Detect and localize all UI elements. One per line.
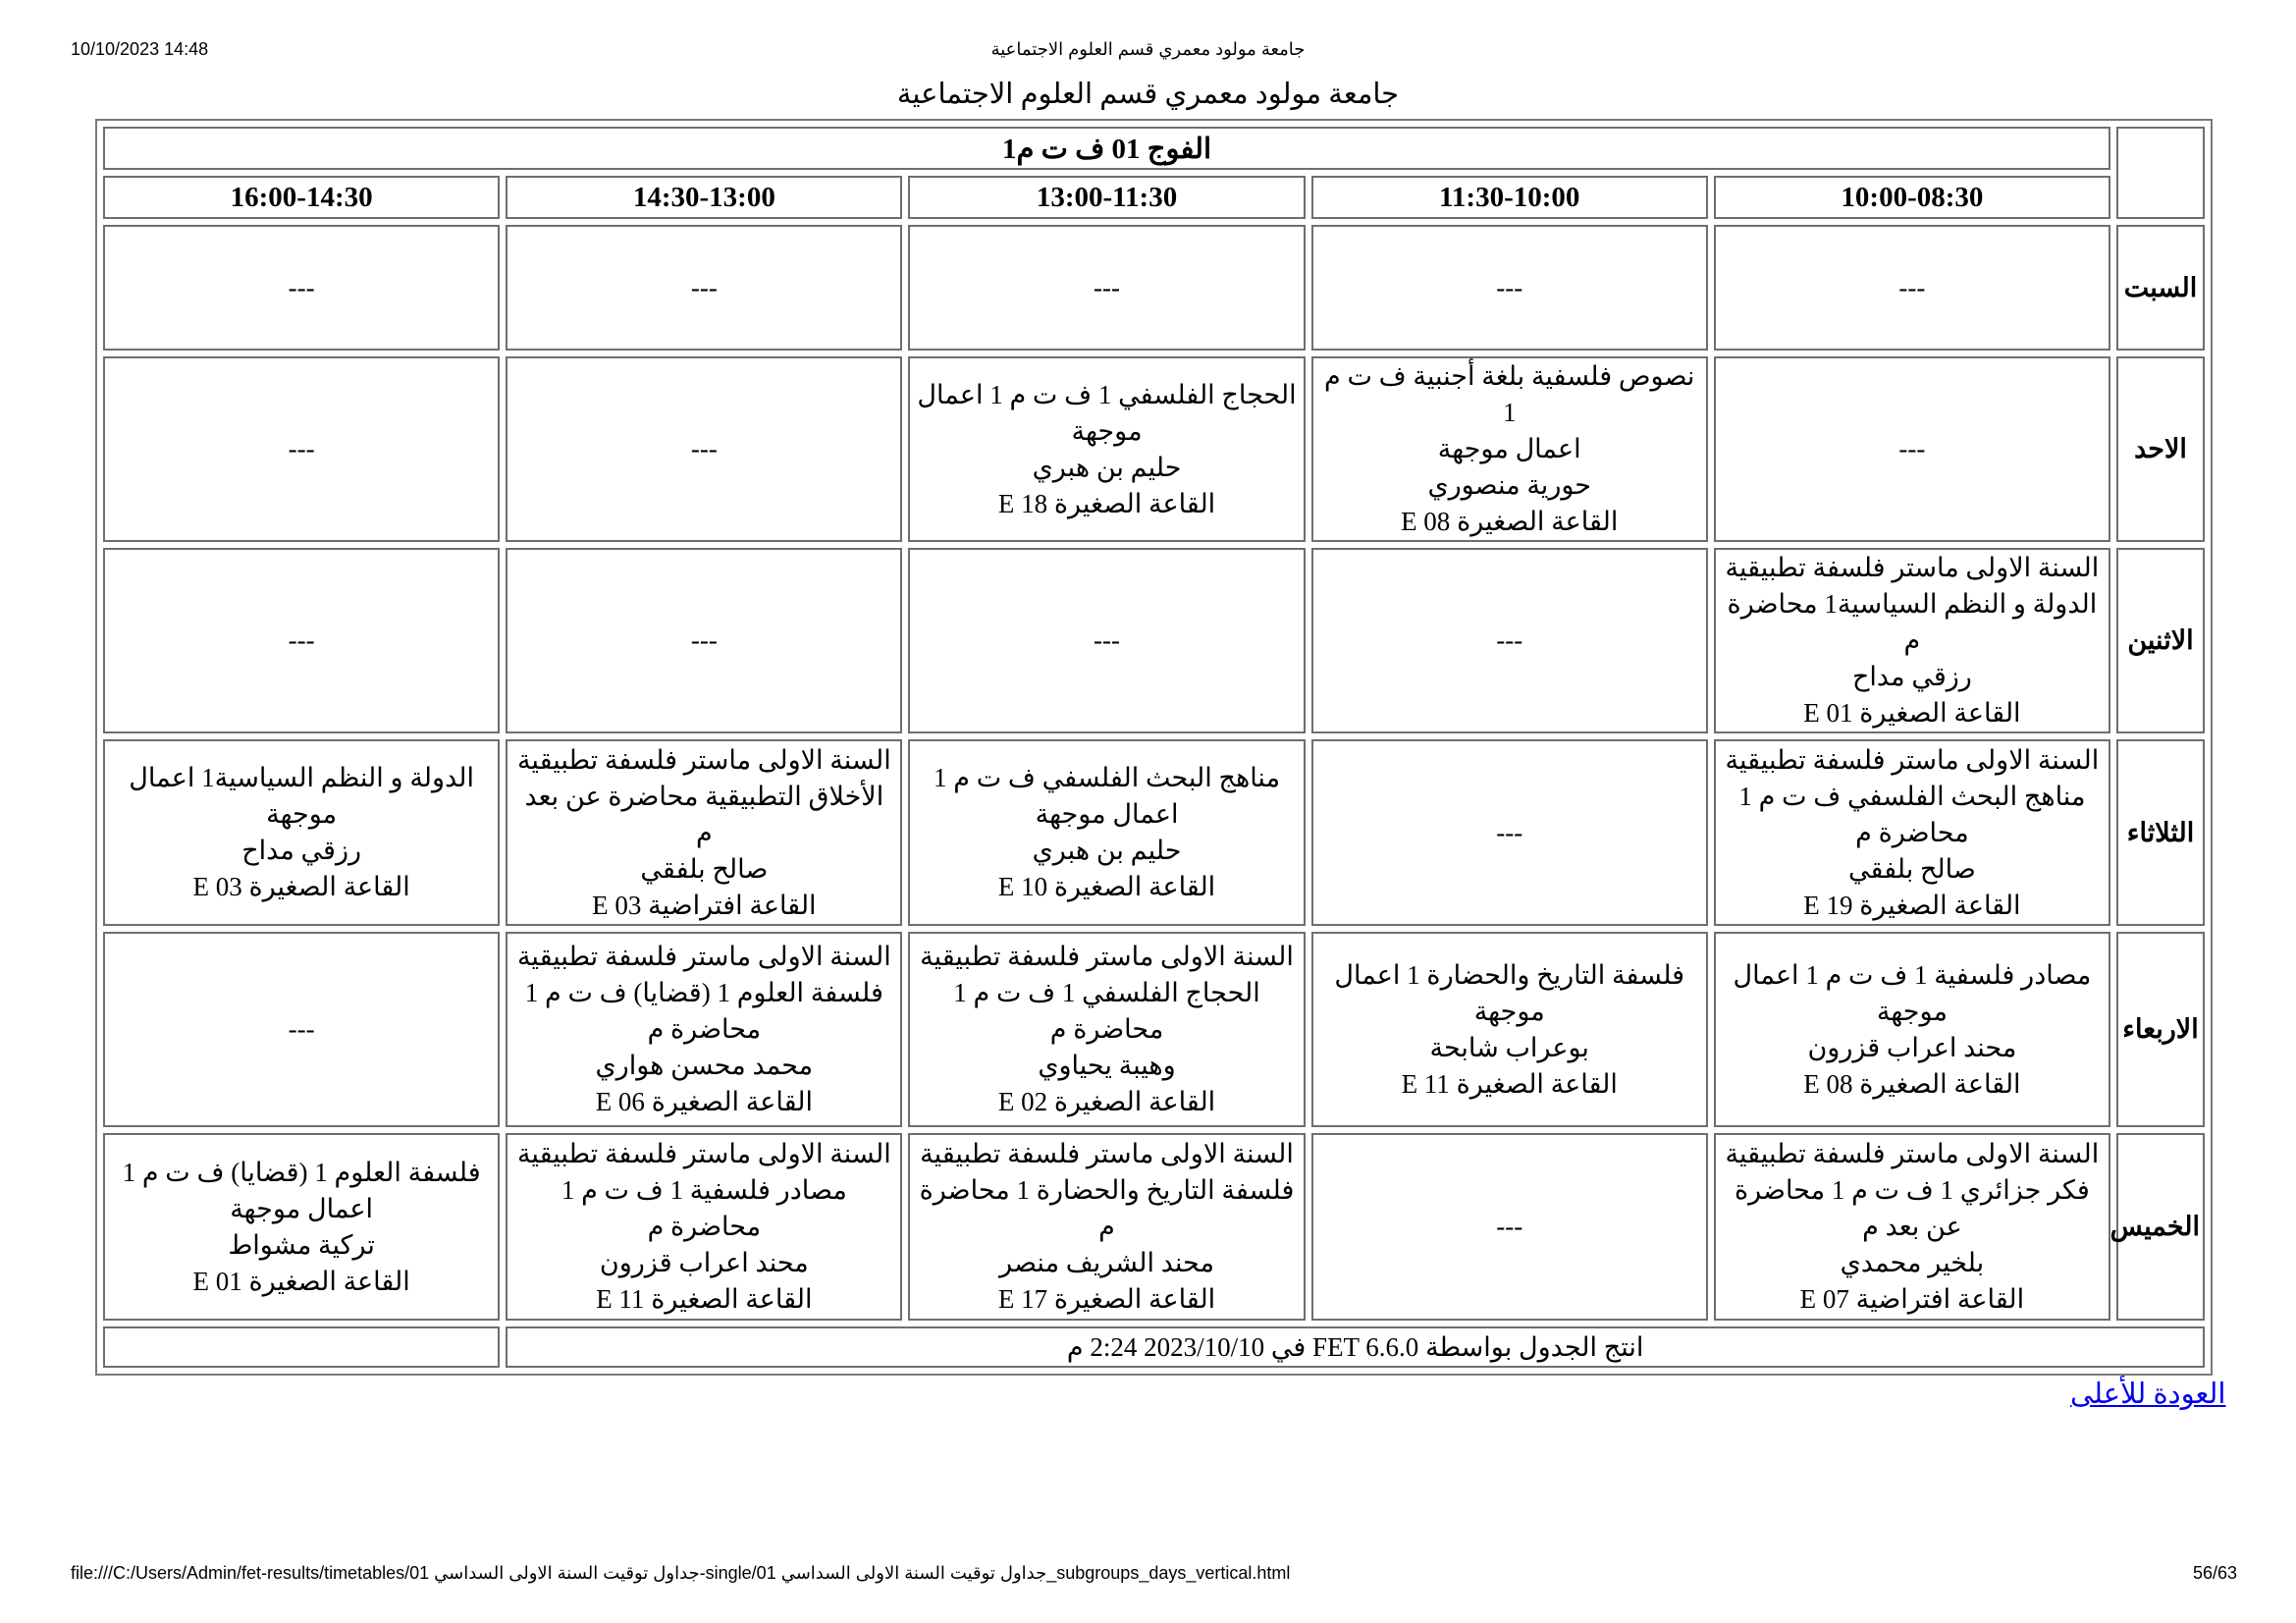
cell-text-line: محمد محسن هواري — [595, 1051, 814, 1080]
cell-text-line: السنة الاولى ماستر فلسفة تطبيقية — [1725, 744, 2100, 775]
cell-text-line: مناهج البحث الفلسفي ف ت م 1 — [1738, 781, 2086, 811]
schedule-cell — [103, 1133, 500, 1321]
schedule-cell — [506, 225, 902, 351]
cell-text-line: محند الشريف منصر — [999, 1248, 1214, 1277]
cell-text-line: فلسفة العلوم 1 (قضايا) ف ت م 1 — [524, 978, 883, 1007]
schedule-cell — [908, 1133, 1305, 1321]
time-slot-header: 10:00-08:30 — [1714, 176, 2110, 219]
cell-text-line: القاعة الصغيرة E 11 — [1401, 1068, 1618, 1099]
cell-text-line: --- — [1496, 272, 1523, 302]
schedule-cell — [103, 548, 500, 733]
cell-text-line: --- — [288, 625, 315, 655]
cell-text-line: اعمال موجهة — [1437, 434, 1581, 463]
cell-text-line: السنة الاولى ماستر فلسفة تطبيقية — [1725, 553, 2100, 582]
schedule-cell — [908, 548, 1305, 733]
cell-text-line: حورية منصوري — [1427, 470, 1591, 500]
cell-text-line: --- — [1898, 272, 1926, 302]
day-label: الثلاثاء — [2116, 739, 2205, 926]
cell-text-line: --- — [288, 272, 315, 302]
cell-text-line: محاضرة م — [1855, 817, 1969, 847]
cell-text-line: محاضرة م — [1049, 1014, 1164, 1044]
schedule-cell — [506, 1133, 902, 1321]
cell-text-line: الأخلاق التطبيقية محاضرة عن بعد — [524, 781, 884, 811]
schedule-cell — [1714, 1133, 2110, 1321]
time-slot-header-row — [103, 176, 2205, 219]
print-date: 10/10/2023 14:48 — [71, 39, 209, 59]
schedule-cell — [1714, 356, 2110, 542]
cell-text-line: القاعة الصغيرة E 18 — [997, 488, 1216, 518]
back-to-top-link[interactable]: العودة للأعلى — [2070, 1379, 2226, 1410]
footer-empty-cell — [103, 1326, 500, 1368]
time-slot-header: 13:00-11:30 — [908, 176, 1305, 219]
cell-text-line: القاعة الصغيرة E 10 — [997, 872, 1216, 901]
cell-text-line: صالح بلفقي — [1847, 853, 1976, 884]
day-label: الاربعاء — [2116, 932, 2205, 1127]
group-title: الفوج 01 ف ت م1 — [103, 127, 2110, 170]
cell-text-line: محاضرة م — [647, 1014, 762, 1044]
cell-text-line: فلسفة العلوم 1 (قضايا) ف ت م 1 — [122, 1157, 481, 1187]
cell-text-line: عن بعد م — [1862, 1212, 1962, 1241]
schedule-cell — [908, 356, 1305, 542]
print-header-title: جامعة مولود معمري قسم العلوم الاجتماعية — [990, 39, 1306, 59]
day-row — [103, 932, 2205, 1127]
cell-text-line: --- — [1496, 1212, 1523, 1241]
cell-text-line: صالح بلفقي — [640, 853, 769, 884]
schedule-cell — [1714, 225, 2110, 351]
day-row — [103, 225, 2205, 351]
day-label: السبت — [2116, 225, 2205, 351]
cell-text-line: تركية مشواط — [228, 1229, 375, 1260]
schedule-cell — [506, 356, 902, 542]
cell-text-line: م — [695, 817, 713, 847]
cell-text-line: السنة الاولى ماستر فلسفة تطبيقية — [920, 1139, 1294, 1168]
cell-text-line: القاعة الصغيرة E 19 — [1803, 890, 2021, 920]
cell-text-line: مصادر فلسفية 1 ف ت م 1 اعمال — [1733, 959, 2092, 990]
schedule-cell — [506, 548, 902, 733]
cell-text-line: القاعة افتراضية E 03 — [592, 890, 817, 920]
schedule-cell — [1311, 932, 1708, 1127]
cell-text-line: رزقي مداح — [1852, 662, 1972, 691]
schedule-cell — [908, 932, 1305, 1127]
schedule-cell — [1311, 548, 1708, 733]
day-row — [103, 1133, 2205, 1321]
generated-by-note: انتج الجدول بواسطة FET 6.6.0 في 2023/10/10 2:24 م — [506, 1326, 2205, 1368]
cell-text-line: محند اعراب قزرون — [599, 1248, 809, 1277]
cell-text-line: الدولة و النظم السياسية1 اعمال — [129, 763, 474, 792]
cell-text-line: فلسفة التاريخ والحضارة 1 اعمال موجهة — [1334, 959, 1685, 1026]
time-slot-header: 11:30-10:00 — [1311, 176, 1708, 219]
cell-text-line: الحجاج الفلسفي 1 ف ت م 1 اعمال — [917, 379, 1297, 409]
group-title-row — [103, 127, 2205, 170]
cell-text-line: القاعة الصغيرة E 03 — [192, 872, 410, 901]
schedule-cell — [908, 225, 1305, 351]
schedule-cell — [506, 932, 902, 1127]
cell-text-line: --- — [288, 1014, 315, 1044]
cell-text-line: --- — [1496, 625, 1523, 655]
cell-text-line: موجهة — [1876, 996, 1948, 1026]
cell-text-line: اعمال موجهة — [1035, 799, 1179, 829]
file-path: file:///C:/Users/Admin/fet-results/timetables/01 جداول توقيت السنة الاولى السداسي-single/01 جداول توقيت السنة الاولى السداسي_subgroups_days_vertical.html — [71, 1563, 1291, 1583]
cell-text-line: القاعة الصغيرة E 01 — [1803, 698, 2021, 728]
cell-text-line: --- — [690, 625, 718, 655]
cell-text-line: وهيبة يحياوي — [1038, 1051, 1176, 1080]
page-number: 56/63 — [2192, 1563, 2237, 1583]
cell-text-line: القاعة افتراضية E 07 — [1799, 1284, 2025, 1314]
cell-text-line: مصادر فلسفية 1 ف ت م 1 — [561, 1175, 847, 1205]
cell-text-line: القاعة الصغيرة E 02 — [997, 1087, 1216, 1116]
cell-text-line: مناهج البحث الفلسفي ف ت م 1 — [934, 763, 1281, 792]
day-row — [103, 739, 2205, 926]
day-label: الاثنين — [2116, 548, 2205, 733]
cell-text-line: اعمال موجهة — [230, 1193, 374, 1223]
schedule-cell — [103, 356, 500, 542]
cell-text-line: القاعة الصغيرة E 08 — [1401, 507, 1619, 536]
cell-text-line: م — [1098, 1212, 1115, 1241]
schedule-cell — [506, 739, 902, 926]
schedule-cell — [908, 739, 1305, 926]
cell-text-line: الحجاج الفلسفي 1 ف ت م 1 — [953, 978, 1260, 1007]
cell-text-line: --- — [1094, 272, 1121, 302]
footer-row — [103, 1326, 2205, 1368]
time-slot-header: 14:30-13:00 — [506, 176, 902, 219]
schedule-cell — [1714, 548, 2110, 733]
day-label: الخميس — [2116, 1133, 2205, 1321]
cell-text-line: القاعة الصغيرة E 17 — [997, 1284, 1216, 1314]
schedule-cell — [1311, 225, 1708, 351]
cell-text-line: حليم بن هبري — [1032, 836, 1182, 865]
corner-cell — [2116, 127, 2205, 219]
cell-text-line: السنة الاولى ماستر فلسفة تطبيقية — [1725, 1139, 2100, 1168]
cell-text-line: محند اعراب قزرون — [1807, 1032, 2017, 1062]
cell-text-line: رزقي مداح — [241, 836, 362, 865]
schedule-cell — [1714, 932, 2110, 1127]
schedule-cell — [103, 225, 500, 351]
day-row — [103, 356, 2205, 542]
timetable — [95, 119, 2213, 1376]
schedule-cell — [103, 739, 500, 926]
schedule-cell — [1311, 1133, 1708, 1321]
cell-text-line: بلخير محمدي — [1840, 1248, 1985, 1277]
cell-text-line: --- — [690, 434, 718, 463]
cell-text-line: فلسفة التاريخ والحضارة 1 محاضرة — [919, 1175, 1295, 1205]
cell-text-line: موجهة — [266, 799, 338, 829]
schedule-cell — [103, 932, 500, 1127]
cell-text-line: السنة الاولى ماستر فلسفة تطبيقية — [920, 942, 1294, 971]
day-label: الاحد — [2116, 356, 2205, 542]
cell-text-line: محاضرة م — [647, 1212, 762, 1241]
cell-text-line: بوعراب شابحة — [1429, 1032, 1589, 1062]
cell-text-line: السنة الاولى ماستر فلسفة تطبيقية — [516, 744, 891, 775]
cell-text-line: نصوص فلسفية بلغة أجنبية ف ت م 1 — [1324, 361, 1695, 427]
cell-text-line: --- — [690, 272, 718, 302]
cell-text-line: حليم بن هبري — [1032, 452, 1182, 482]
cell-text-line: --- — [288, 434, 315, 463]
cell-text-line: --- — [1898, 434, 1926, 463]
cell-text-line: القاعة الصغيرة E 11 — [596, 1284, 813, 1314]
cell-text-line: --- — [1496, 817, 1523, 847]
cell-text-line: القاعة الصغيرة E 08 — [1803, 1068, 2021, 1099]
schedule-cell — [1311, 356, 1708, 542]
cell-text-line: السنة الاولى ماستر فلسفة تطبيقية — [516, 1139, 891, 1168]
cell-text-line: القاعة الصغيرة E 06 — [595, 1087, 813, 1116]
timetable-body — [103, 225, 2205, 1321]
cell-text-line: فكر جزائري 1 ف ت م 1 محاضرة — [1734, 1175, 2090, 1205]
day-row — [103, 548, 2205, 733]
cell-text-line: موجهة — [1071, 415, 1143, 446]
page-title: جامعة مولود معمري قسم العلوم الاجتماعية — [896, 79, 1400, 110]
time-slot-header: 16:00-14:30 — [103, 176, 500, 219]
cell-text-line: الدولة و النظم السياسية1 محاضرة م — [1727, 589, 2098, 655]
cell-text-line: القاعة الصغيرة E 01 — [192, 1266, 410, 1296]
schedule-cell — [1311, 739, 1708, 926]
cell-text-line: السنة الاولى ماستر فلسفة تطبيقية — [516, 942, 891, 971]
cell-text-line: --- — [1094, 625, 1121, 655]
schedule-cell — [1714, 739, 2110, 926]
